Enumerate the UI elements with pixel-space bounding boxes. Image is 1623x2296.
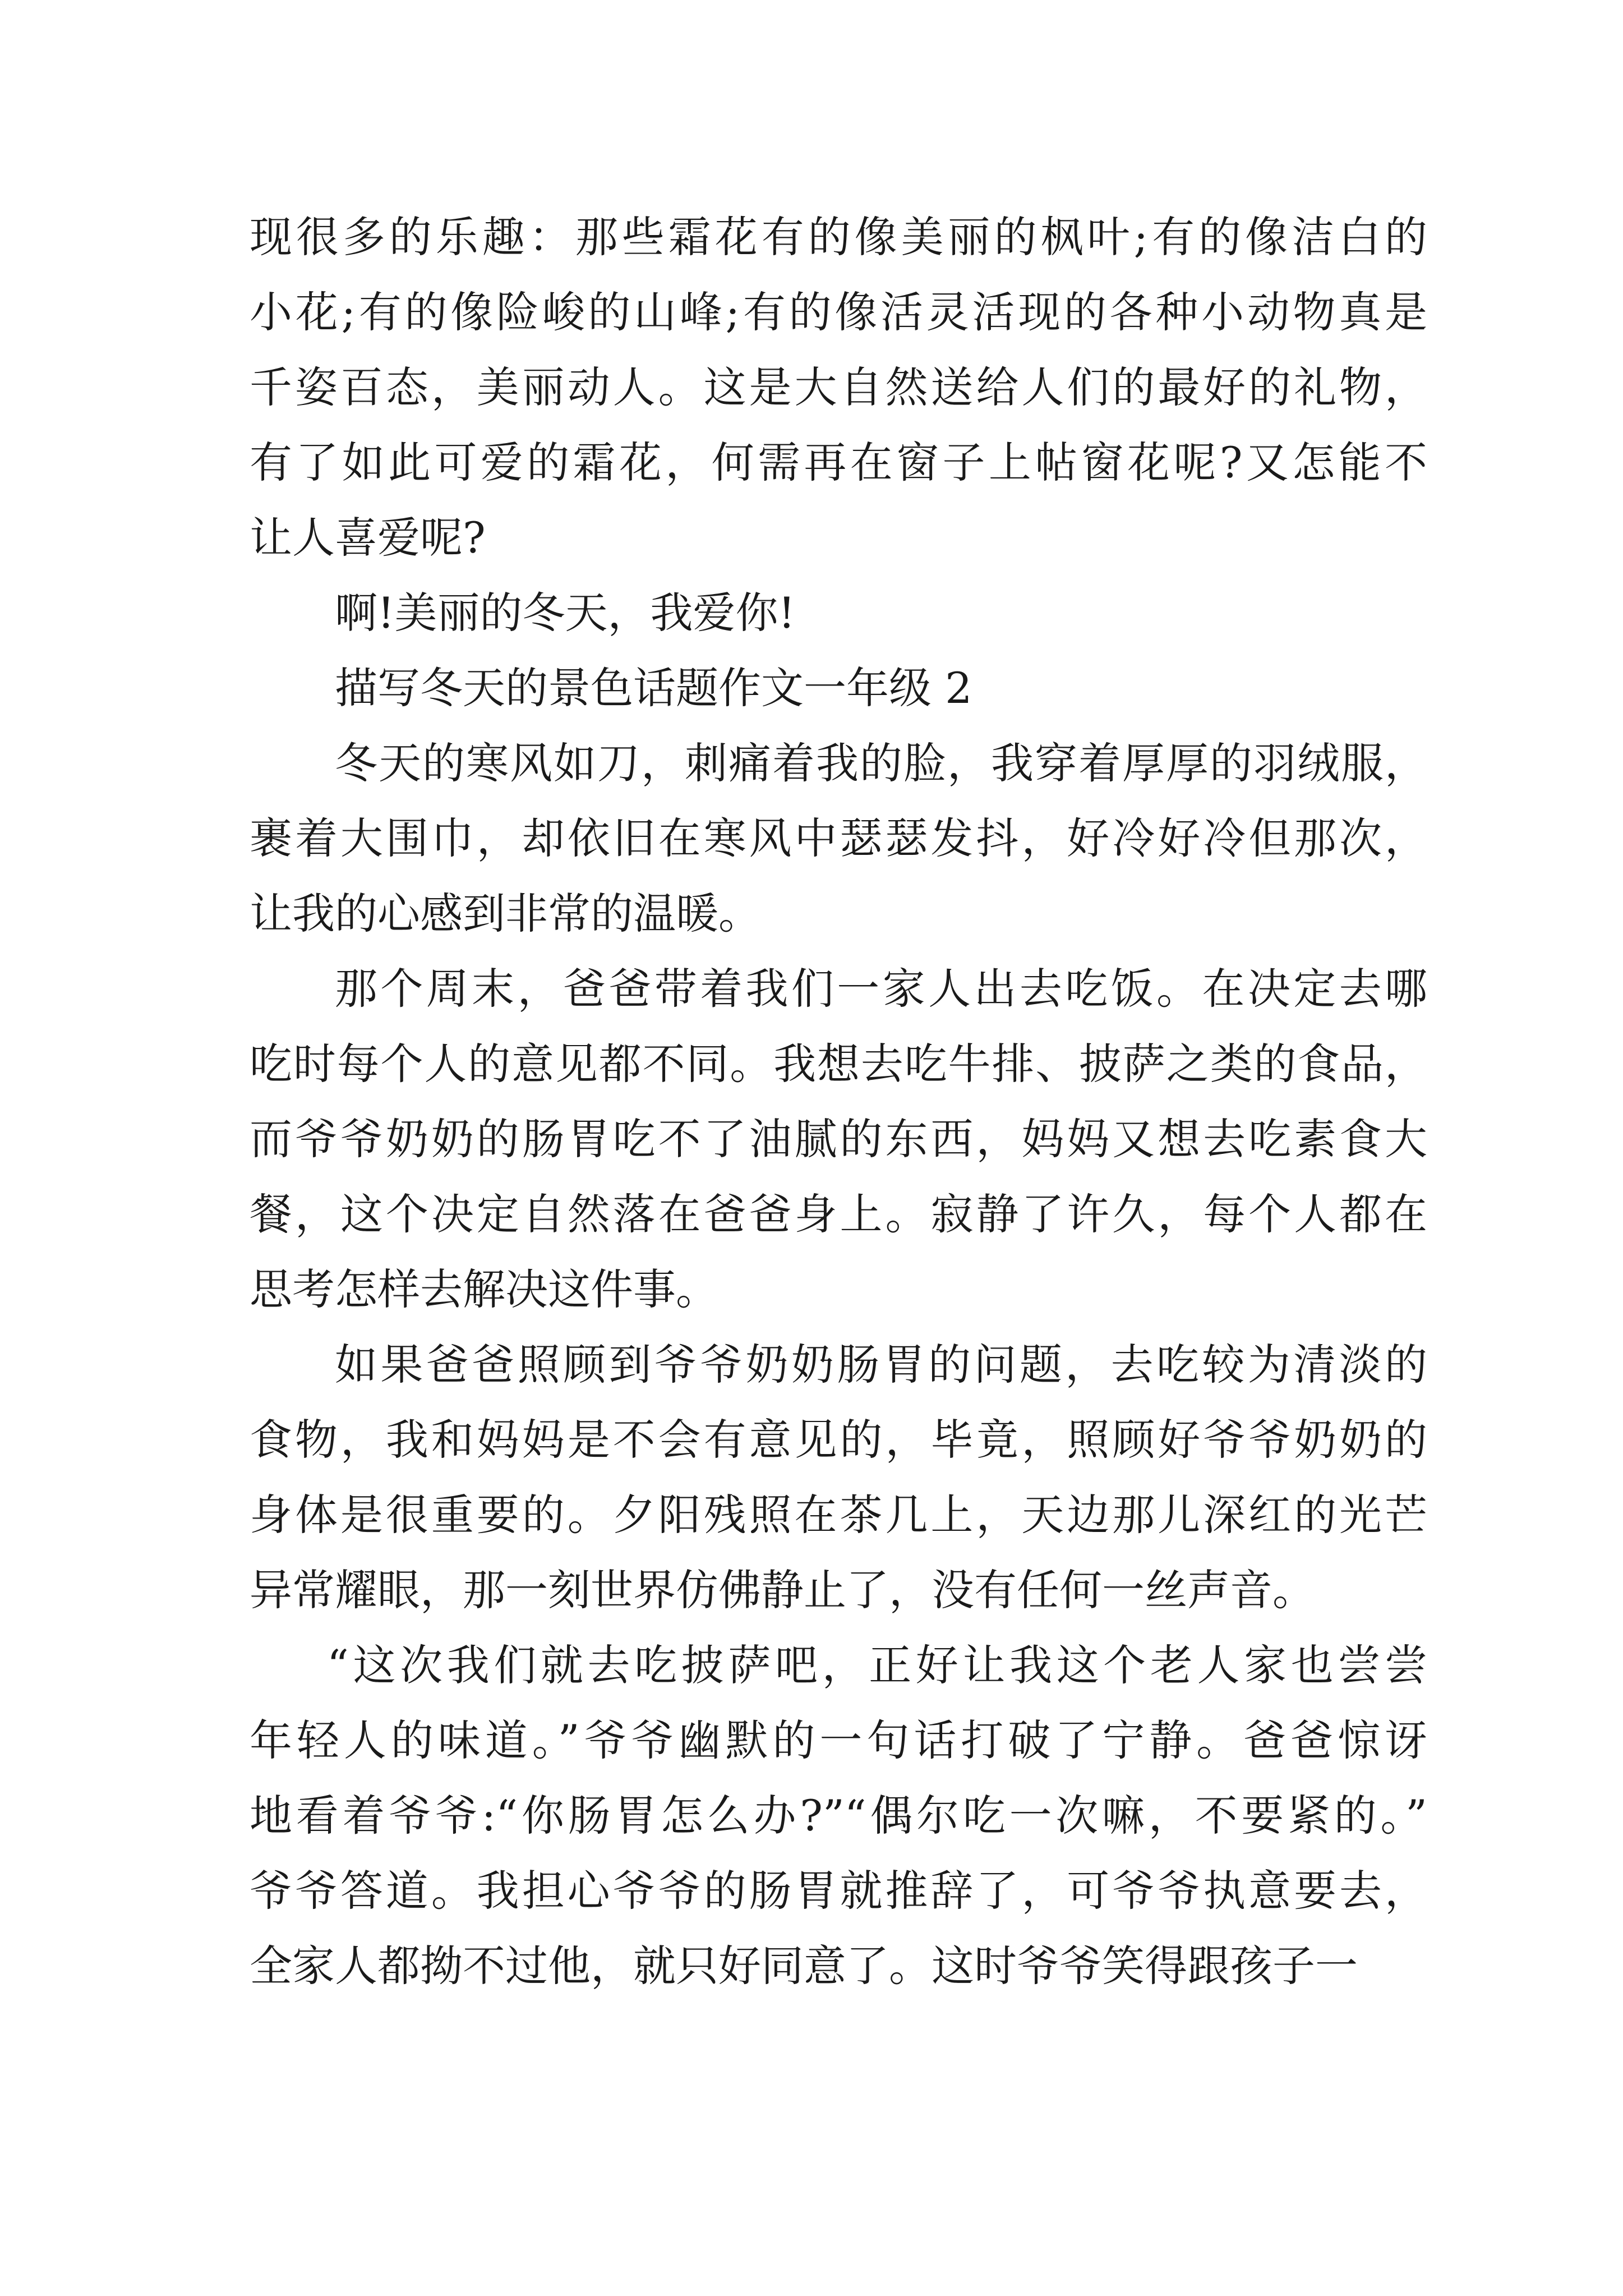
text-line: 身体是很重要的。夕阳残照在茶几上，天边那儿深红的光芒 bbox=[250, 1490, 1427, 1540]
text-line: 冬天的寒风如刀，刺痛着我的脸，我穿着厚厚的羽绒服， bbox=[335, 738, 1427, 788]
text-line: “这次我们就去吃披萨吧，正好让我这个老人家也尝尝 bbox=[327, 1640, 1427, 1690]
text-line: 而爷爷奶奶的肠胃吃不了油腻的东西，妈妈又想去吃素食大 bbox=[250, 1114, 1427, 1164]
paragraph-essay-title bbox=[250, 651, 1427, 726]
text-line: 餐，这个决定自然落在爸爸身上。寂静了许久，每个人都在 bbox=[250, 1189, 1427, 1239]
paragraph-grandparents bbox=[250, 1327, 1427, 1628]
text-line: 全家人都拗不过他，就只好同意了。这时爷爷笑得跟孩子一 bbox=[250, 1941, 1358, 1991]
paragraph-cold-wind bbox=[250, 726, 1427, 951]
text-line: 爷爷答道。我担心爷爷的肠胃就推辞了，可爷爷执意要去， bbox=[250, 1866, 1427, 1916]
paragraph-frost-flowers bbox=[250, 200, 1427, 576]
text-line: 如果爸爸照顾到爷爷奶奶肠胃的问题，去吃较为清淡的 bbox=[335, 1340, 1427, 1389]
text-line: 小花;有的像险峻的山峰;有的像活灵活现的各种小动物真是 bbox=[250, 287, 1427, 337]
text-line: 异常耀眼，那一刻世界仿佛静止了，没有任何一丝声音。 bbox=[250, 1565, 1315, 1615]
text-line: 思考怎样去解决这件事。 bbox=[250, 1264, 718, 1314]
text-line: 地看着爷爷:“你肠胃怎么办?”“偶尔吃一次嘛，不要紧的。” bbox=[250, 1791, 1427, 1841]
text-line: 描写冬天的景色话题作文一年级 2 bbox=[335, 663, 972, 713]
text-line: 让人喜爱呢? bbox=[250, 513, 486, 563]
text-line: 让我的心感到非常的温暖。 bbox=[250, 889, 761, 938]
text-line: 裹着大围巾，却依旧在寒风中瑟瑟发抖，好冷好冷但那次， bbox=[250, 813, 1427, 863]
paragraph-weekend bbox=[250, 951, 1427, 1327]
text-line: 现很多的乐趣：那些霜花有的像美丽的枫叶;有的像洁白的 bbox=[250, 212, 1427, 262]
text-line: 啊!美丽的冬天，我爱你! bbox=[335, 588, 796, 638]
text-line: 千姿百态，美丽动人。这是大自然送给人们的最好的礼物， bbox=[250, 362, 1427, 412]
text-line: 有了如此可爱的霜花，何需再在窗子上帖窗花呢?又怎能不 bbox=[250, 438, 1427, 487]
text-line: 食物，我和妈妈是不会有意见的，毕竟，照顾好爷爷奶奶的 bbox=[250, 1415, 1427, 1465]
text-line: 吃时每个人的意见都不同。我想去吃牛排、披萨之类的食品， bbox=[250, 1039, 1427, 1089]
paragraph-exclaim bbox=[250, 576, 1427, 651]
text-line: 年轻人的味道。”爷爷幽默的一句话打破了宁静。爸爸惊讶 bbox=[250, 1715, 1427, 1765]
paragraph-pizza bbox=[250, 1628, 1427, 2004]
document-body bbox=[250, 200, 1427, 2004]
text-line: 那个周末，爸爸带着我们一家人出去吃饭。在决定去哪 bbox=[335, 964, 1427, 1014]
